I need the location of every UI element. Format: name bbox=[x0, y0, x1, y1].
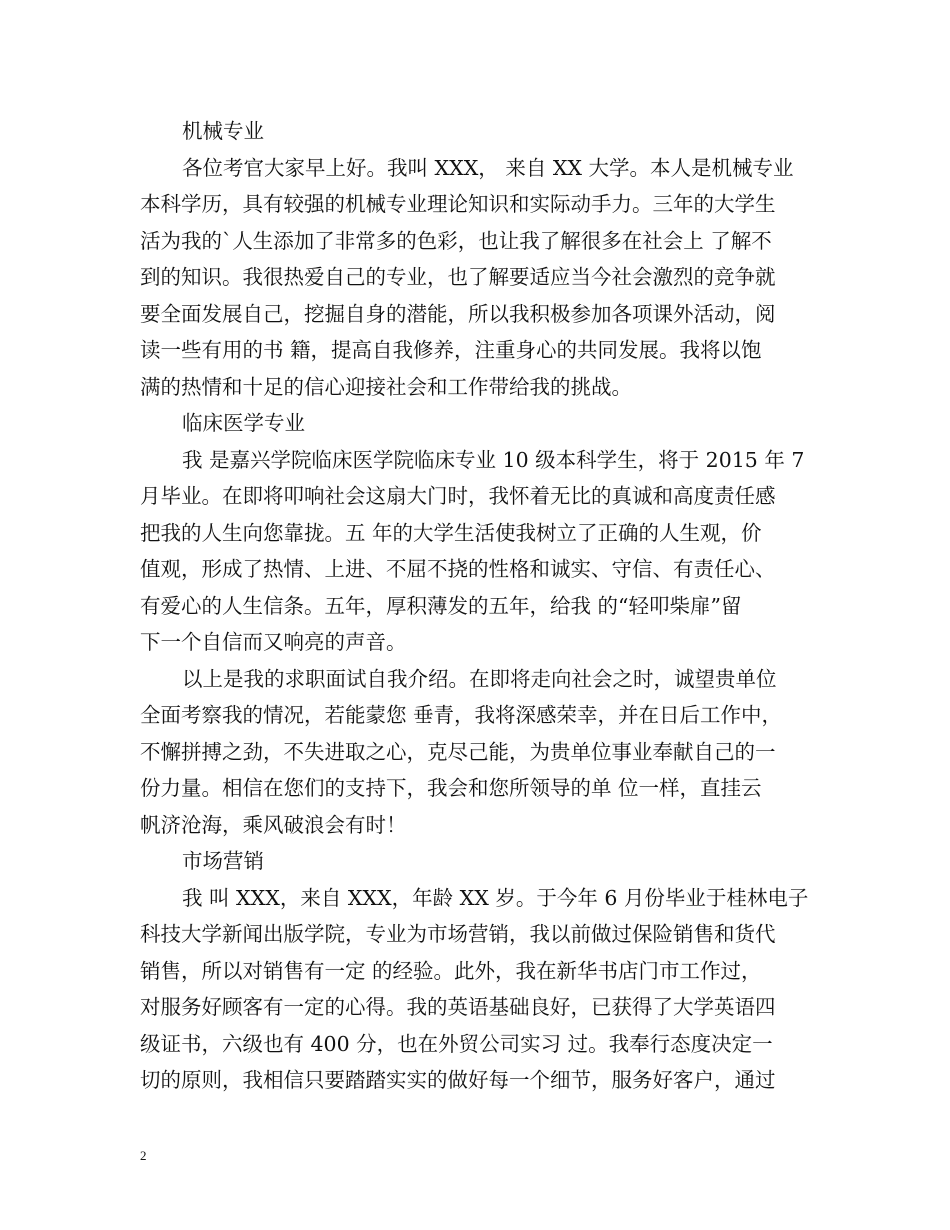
paragraph-first-line: 各位考官大家早上好。我叫 XXX， 来自 XX 大学。本人是机械专业 bbox=[182, 155, 794, 180]
text-line: 不懈拼搏之劲，不失进取之心，克尽己能，为贵单位事业奉献自己的一 bbox=[140, 739, 776, 764]
text-line: 销售，所以对销售有一定 的经验。此外，我在新华书店门市工作过， bbox=[140, 958, 762, 983]
paragraph-first-line: 临床医学专业 bbox=[182, 411, 305, 435]
text-line: 对服务好顾客有一定的心得。我的英语基础良好，已获得了大学英语四 bbox=[140, 995, 776, 1019]
text-line: 读一些有用的书 籍，提高自我修养，注重身心的共同发展。我将以饱 bbox=[140, 338, 762, 362]
text-line: 科技大学新闻出版学院，专业为市场营销，我以前做过保险销售和货代 bbox=[140, 922, 776, 946]
text-line: 有爱心的人生信条。五年，厚积薄发的五年，给我 的“轻叩柴扉”留 bbox=[140, 593, 742, 618]
paragraph-first-line: 我 叫 XXX，来自 XXX，年龄 XX 岁。于今年 6 月份毕业于桂林电子 bbox=[182, 885, 809, 910]
text-line: 下一个自信而又响亮的声音。 bbox=[140, 630, 407, 654]
text-line: 值观，形成了热情、上进、不屈不挠的性格和诚实、守信、有责任心、 bbox=[140, 557, 776, 581]
text-line: 级证书，六级也有 400 分，也在外贸公司实习 过。我奉行态度决定一 bbox=[140, 1031, 773, 1056]
document-body bbox=[140, 113, 820, 1099]
page-number: 2 bbox=[140, 1148, 147, 1163]
text-line: 本科学历，具有较强的机械专业理论知识和实际动手力。三年的大学生 bbox=[140, 192, 776, 216]
paragraph-first-line: 以上是我的求职面试自我介绍。在即将走向社会之时，诚望贵单位 bbox=[182, 666, 777, 691]
paragraph-first-line: 机械专业 bbox=[182, 119, 264, 143]
paragraph-first-line: 我 是嘉兴学院临床医学院临床专业 10 级本科学生，将于 2015 年 7 bbox=[182, 447, 805, 472]
text-line: 把我的人生向您靠拢。五 年的大学生活使我树立了正确的人生观，价 bbox=[140, 520, 762, 545]
text-line: 全面考察我的情况，若能蒙您 垂青，我将深感荣幸，并在日后工作中， bbox=[140, 703, 783, 727]
text-line: 份力量。相信在您们的支持下，我会和您所领导的单 位一样，直挂云 bbox=[140, 776, 762, 800]
text-line: 要全面发展自己，挖掘自身的潜能，所以我积极参加各项课外活动，阅 bbox=[140, 301, 776, 326]
text-line: 切的原则，我相信只要踏踏实实的做好每一个细节，服务好客户，通过 bbox=[140, 1068, 776, 1092]
text-line: 活为我的`人生添加了非常多的色彩，也让我了解很多在社会上 了解不 bbox=[140, 228, 772, 253]
text-line: 到的知识。我很热爱自己的专业，也了解要适应当今社会激烈的竞争就 bbox=[140, 265, 776, 289]
text-line: 月毕业。在即将叩响社会这扇大门时，我怀着无比的真诚和高度责任感 bbox=[140, 484, 776, 508]
text-line: 帆济沧海，乘风破浪会有时！ bbox=[140, 812, 407, 837]
paragraph-first-line: 市场营销 bbox=[182, 849, 264, 873]
text-line: 满的热情和十足的信心迎接社会和工作带给我的挑战。 bbox=[140, 374, 632, 399]
